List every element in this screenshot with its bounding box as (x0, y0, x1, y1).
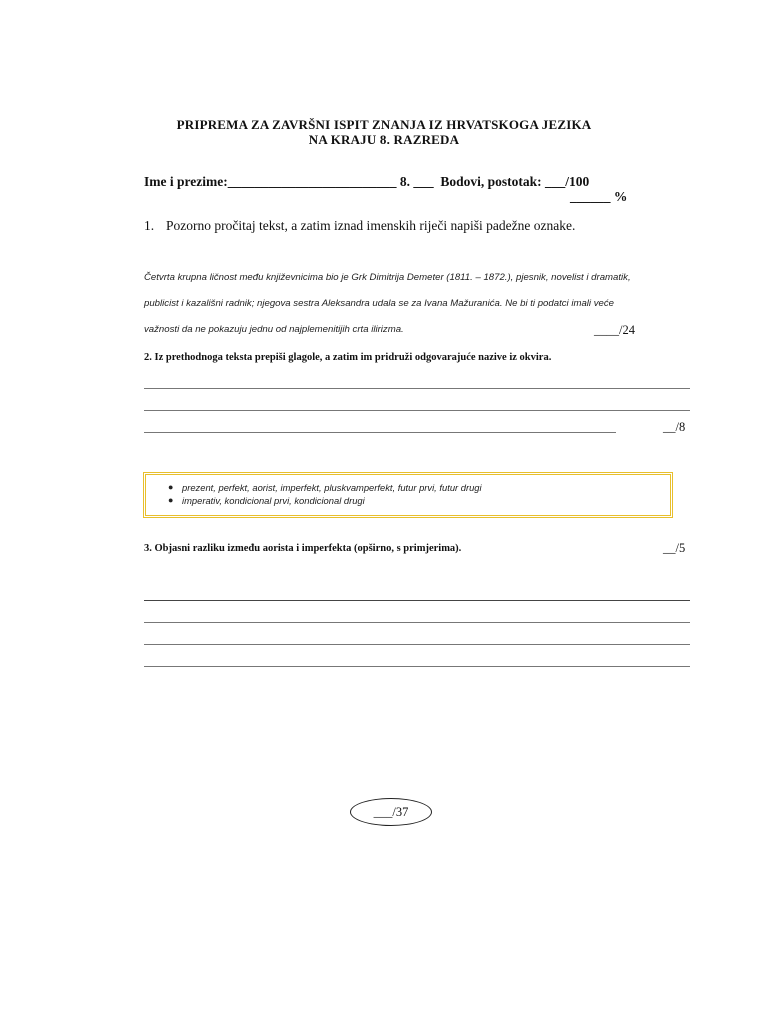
total-score-oval: ___/37 (350, 798, 432, 826)
task-3-instruction: 3. Objasni razliku između aorista i imperfekta (opširno, s primjerima). (144, 543, 462, 554)
answer-line[interactable] (144, 410, 690, 411)
task-2-score: __/8 (663, 420, 686, 434)
page-title-line-1: PRIPREMA ZA ZAVRŠNI ISPIT ZNANJA IZ HRVATSKOGA JEZIKA (176, 117, 592, 132)
answer-line[interactable] (144, 622, 690, 623)
task-1-number: 1. (144, 218, 155, 233)
percentage-field: ______ % (570, 189, 628, 204)
answer-line[interactable] (144, 388, 690, 389)
passage-line-2: publicist i kazališni radnik; njegova sestra Aleksandra udala se za Ivana Mažuranića. Ne bi ti podatci imali veće (144, 298, 614, 309)
task-2-instruction: 2. Iz prethodnoga teksta prepiši glagole, a zatim im pridruži odgovarajuće nazive iz okvira. (144, 352, 552, 363)
bullet-icon: ● (168, 482, 174, 492)
options-item-text: imperativ, kondicional prvi, kondicional drugi (182, 495, 365, 506)
options-list-item (168, 481, 670, 494)
page-title-line-2: NA KRAJU 8. RAZREDA (308, 132, 460, 147)
answer-line[interactable] (144, 600, 690, 601)
passage-line-1: Četvrta krupna ličnost među književnicima bio je Grk Dimitrija Demeter (1811. – 1872.), pjesnik, novelist i dramatik, (144, 272, 631, 283)
options-list-item (168, 494, 670, 507)
student-info-row: Ime i prezime:_________________________ 8. ___ Bodovi, postotak: ___/100 (144, 174, 590, 189)
task-1-text: Pozorno pročitaj tekst, a zatim iznad imenskih riječi napiši padežne oznake. (166, 218, 576, 233)
options-item-text: prezent, perfekt, aorist, imperfekt, pluskvamperfekt, futur prvi, futur drugi (182, 482, 482, 493)
task-1-score: ____/24 (594, 323, 635, 337)
passage-line-3: važnosti da ne pokazuju jednu od najplemenitijih crta ilirizma. (144, 324, 404, 335)
options-box (143, 472, 673, 518)
task-3-score: __/5 (663, 541, 686, 555)
answer-line[interactable] (144, 644, 690, 645)
task-1-instruction (144, 218, 575, 234)
options-list (146, 475, 670, 507)
answer-line[interactable] (144, 666, 690, 667)
answer-line[interactable] (144, 432, 616, 433)
bullet-icon: ● (168, 495, 174, 505)
